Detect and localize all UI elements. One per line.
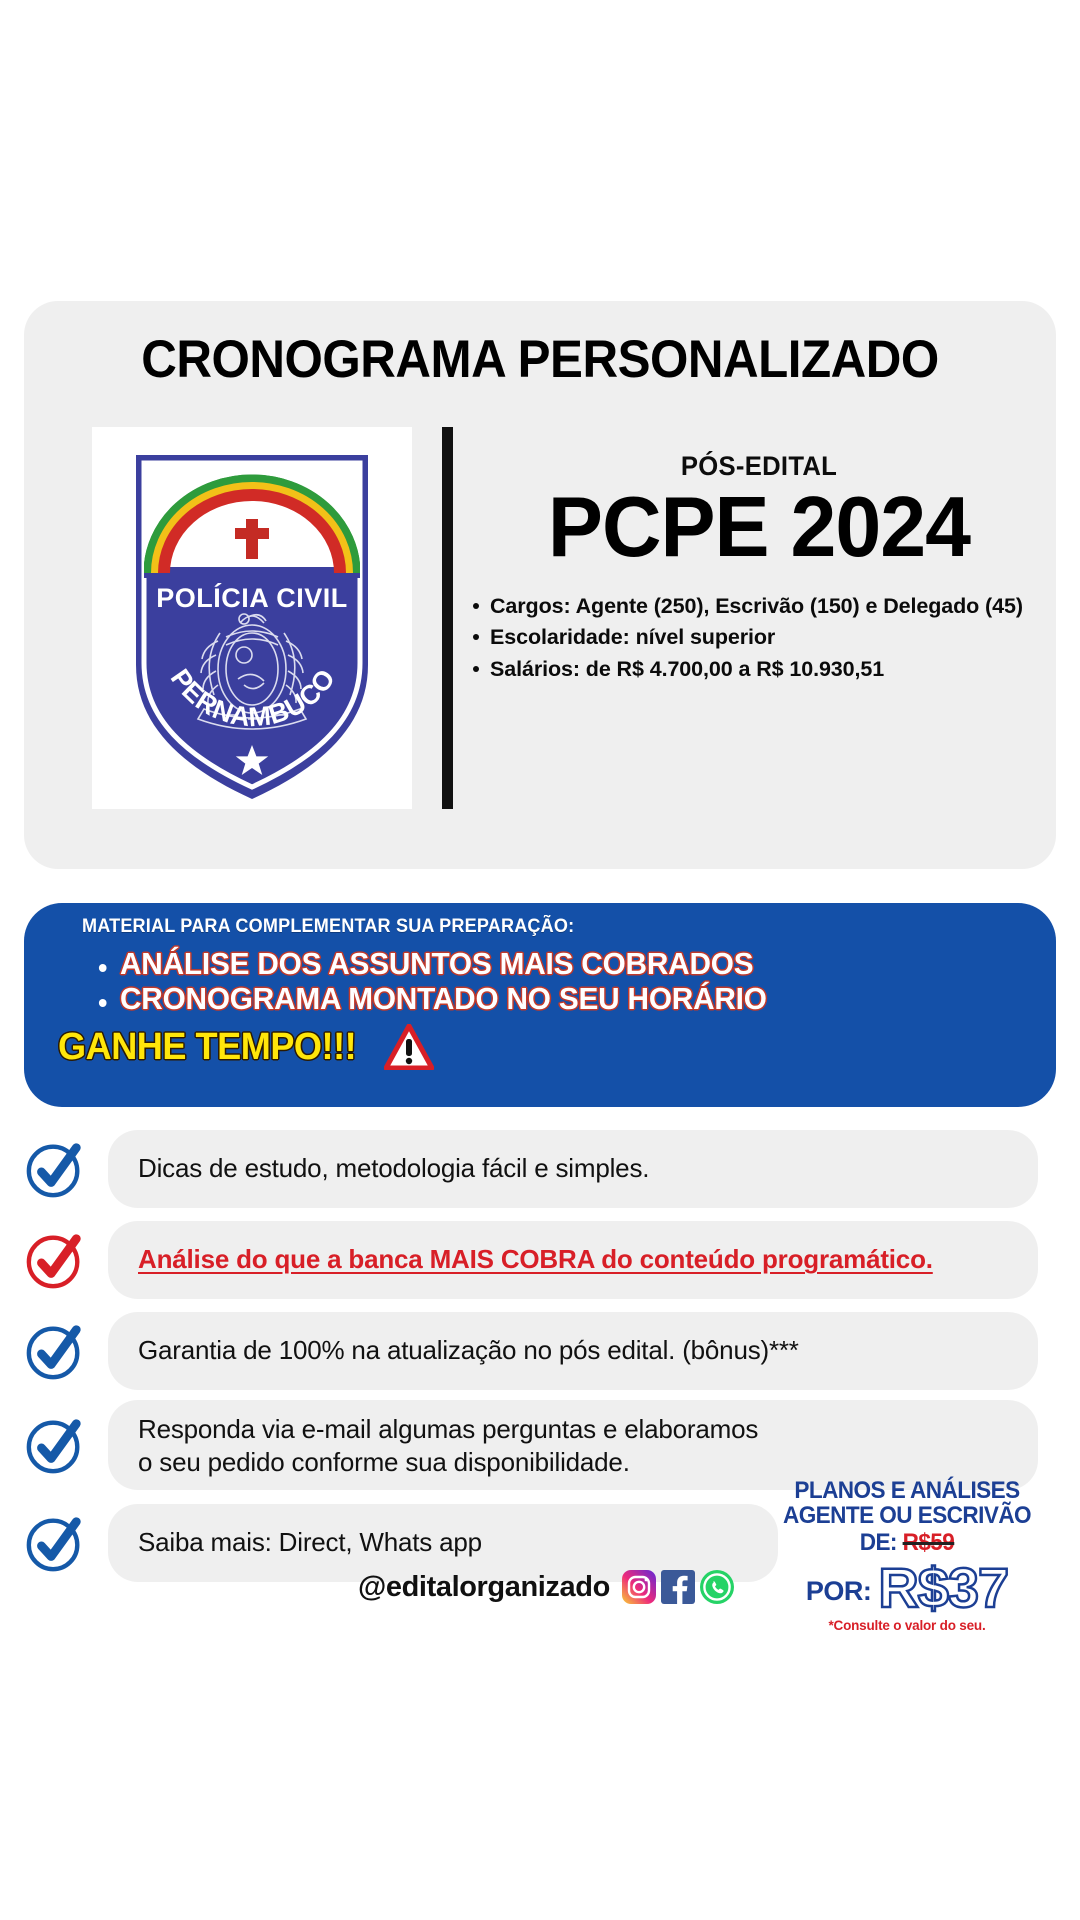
price-line-1: PLANOS E ANÁLISES xyxy=(794,1477,1020,1504)
checklist-pill xyxy=(108,1312,1038,1390)
police-badge-container xyxy=(92,427,412,809)
checklist-pill xyxy=(108,1221,1038,1299)
banner-highlight-row xyxy=(58,1024,1056,1070)
price-line-2: AGENTE OU ESCRIVÃO xyxy=(782,1502,1032,1530)
exam-info-column xyxy=(464,429,1054,686)
whatsapp-icon[interactable] xyxy=(700,1570,734,1604)
social-handle-row xyxy=(358,1570,739,1604)
circled-check-icon xyxy=(24,1512,86,1574)
social-handle: @editalorganizado xyxy=(358,1570,610,1603)
checklist-text: Saiba mais: Direct, Whats app xyxy=(138,1527,482,1558)
circled-check-icon xyxy=(24,1229,86,1291)
checklist-text: Dicas de estudo, metodologia fácil e simples. xyxy=(138,1153,650,1184)
checklist-row xyxy=(24,1312,1038,1390)
svg-text:POLÍCIA CIVIL: POLÍCIA CIVIL xyxy=(156,583,348,613)
svg-text:PERNAMBUCO: PERNAMBUCO xyxy=(164,663,342,733)
header-card xyxy=(24,301,1056,869)
price-old-row xyxy=(771,1529,1044,1558)
checklist-pill xyxy=(108,1130,1038,1208)
banner-feature-item: CRONOGRAMA MONTADO NO SEU HORÁRIO xyxy=(120,982,1019,1017)
exam-detail-item: Escolaridade: nível superior xyxy=(490,622,1054,654)
banner-kicker: MATERIAL PARA COMPLEMENTAR SUA PREPARAÇÃO: xyxy=(82,916,575,937)
page-title: CRONOGRAMA PERSONALIZADO xyxy=(141,330,939,389)
price-old-value: R$59 xyxy=(902,1528,955,1556)
promo-banner xyxy=(24,903,1056,1107)
exam-detail-item: Cargos: Agente (250), Escrivão (150) e Delegado (45) xyxy=(490,591,1054,623)
checklist-row xyxy=(24,1221,1038,1299)
exam-title: PCPE 2024 xyxy=(547,480,971,575)
circled-check-icon xyxy=(24,1138,86,1200)
pos-edital-kicker: PÓS-EDITAL xyxy=(680,451,838,481)
circled-check-icon xyxy=(24,1320,86,1382)
price-de-label: DE: xyxy=(859,1528,903,1556)
banner-feature-item: ANÁLISE DOS ASSUNTOS MAIS COBRADOS xyxy=(120,947,1019,982)
vertical-divider xyxy=(442,427,453,809)
checklist-row xyxy=(24,1130,1038,1208)
checklist-text: Análise do que a banca MAIS COBRA do conteúdo programático. xyxy=(138,1244,933,1275)
exam-detail-item: Salários: de R$ 4.700,00 a R$ 10.930,51 xyxy=(490,654,1054,686)
price-por-label: POR: xyxy=(805,1576,872,1607)
exam-details-list xyxy=(464,591,1054,686)
instagram-icon[interactable] xyxy=(622,1570,656,1604)
price-note: *Consulte o valor do seu. xyxy=(828,1617,986,1633)
price-block xyxy=(762,1478,1052,1633)
price-main-row xyxy=(762,1555,1052,1619)
banner-feature-list xyxy=(24,947,1056,1016)
banner-highlight-text: GANHE TEMPO!!! xyxy=(58,1025,357,1068)
checklist-text: Garantia de 100% na atualização no pós edital. (bônus)*** xyxy=(138,1335,799,1366)
facebook-icon[interactable] xyxy=(661,1570,695,1604)
police-shield-icon xyxy=(92,427,412,809)
price-new-value: R$37 xyxy=(878,1555,1009,1619)
warning-triangle-icon xyxy=(384,1024,434,1070)
circled-check-icon xyxy=(24,1414,86,1476)
checklist-text: Responda via e-mail algumas perguntas e elaboramos o seu pedido conforme sua disponibilidade. xyxy=(138,1413,759,1477)
